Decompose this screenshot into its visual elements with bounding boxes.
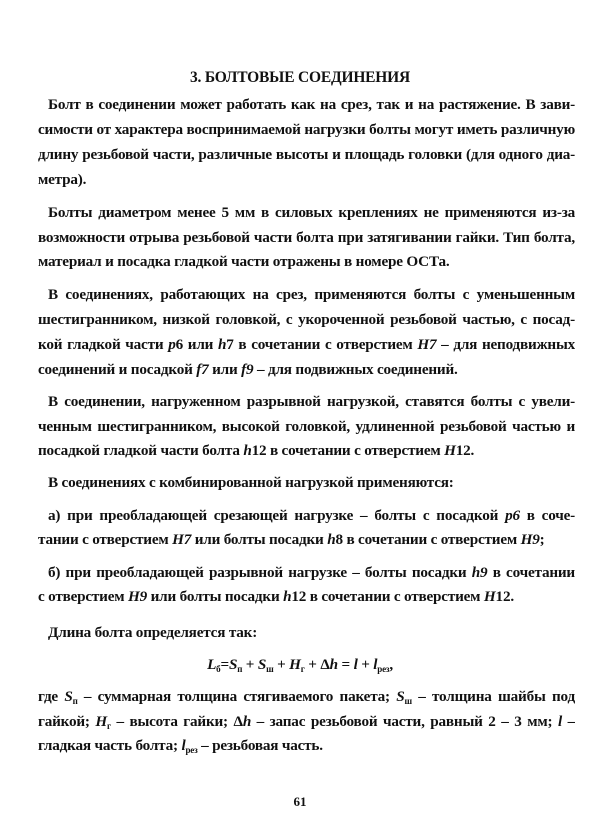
italic-symbol: H [95,713,108,730]
italic-symbol: h [218,336,227,353]
text-segment: + Δ [304,656,330,673]
italic-symbol: h9 [471,564,488,581]
text-segment: материал и посадка гладкой части отражены в номере ОСТа. [38,253,450,270]
text-segment: или [208,361,242,378]
text-line [48,623,575,643]
italic-symbol: l [373,656,378,673]
italic-symbol: p [168,336,176,353]
text-segment: + [242,656,258,673]
text-segment: Длина болта определяется так: [48,624,258,641]
text-segment: б) при преобладающей разрывной нагрузке – болты посадки [48,564,472,581]
text-segment: соединений и посадкой [38,361,197,378]
italic-symbol: h [327,531,336,548]
text-segment: – для неподвижных [436,336,575,353]
text-segment: кой гладкой части [38,336,169,353]
text-segment: где [38,688,65,705]
text-line [38,228,575,248]
text-segment: шестигранником, низкой головкой, с укороченной резьбовой частью, с посад- [38,311,575,328]
subscript: ш [266,664,274,674]
text-segment: – высота гайки; Δ [110,713,243,730]
text-segment: или болты посадки [147,588,284,605]
text-segment: + [357,656,374,673]
text-segment: 7 в сочетании с отверстием [226,336,418,353]
italic-symbol: H [483,588,496,605]
italic-symbol: S [228,656,238,673]
text-segment: возможности отрыва резьбовой части болта при затягивании гайки. Тип болта, [38,229,575,246]
italic-symbol: h [283,588,292,605]
text-segment: В соединениях, работающих на срез, применяются болты с уменьшенным [48,286,575,303]
subscript: г [107,721,111,731]
text-segment: – суммарная толщина стягиваемого пакета; [77,688,397,705]
text-segment: – толщина шайбы под [411,688,575,705]
italic-symbol: f7 [196,361,209,378]
text-segment: 12 в сочетании с отверстием [291,588,484,605]
text-segment: 6 или [175,336,218,353]
subscript: ш [404,696,412,706]
italic-symbol: l [557,713,563,730]
formula-line [0,655,600,675]
text-line [48,473,575,493]
text-segment: а) при преобладающей срезающей нагрузке – болты с посадкой [48,507,506,524]
text-segment: – для подвижных соединений. [253,361,458,378]
text-segment: – резьбовая часть. [197,737,323,754]
text-segment: посадкой гладкой части болта [38,442,244,459]
page-number: 61 [293,794,307,809]
text-segment: 12. [455,442,475,459]
text-line [48,95,575,115]
text-segment: ченным шестигранником, высокой головкой, удлиненной резьбовой частью и [38,418,575,435]
text-segment: В соединении, нагруженном разрывной нагрузкой, ставятся болты с увели- [48,393,575,410]
text-segment: гладкая часть болта; [38,737,182,754]
italic-symbol: f9 [241,361,254,378]
text-segment: – запас резьбовой части, равный 2 – 3 мм; [251,713,558,730]
text-line [48,285,575,305]
italic-symbol: h [243,442,252,459]
text-segment: в сочетании [487,564,575,581]
italic-symbol: l [353,656,358,673]
italic-symbol: h [242,713,252,730]
text-line [48,203,575,223]
text-segment: = [337,656,354,673]
text-segment: В соединениях с комбинированной нагрузкой применяются: [48,474,454,491]
text-line [38,441,575,461]
subscript: б [216,664,221,674]
subscript: п [72,696,78,706]
text-segment: или болты посадки [191,531,328,548]
text-segment: = [220,656,229,673]
italic-symbol: L [207,656,217,673]
italic-symbol: H9 [128,588,148,605]
text-line [38,335,575,355]
text-line [38,252,575,272]
text-line [48,563,575,583]
italic-symbol: S [64,688,73,705]
text-segment: 12 в сочетании с отверстием [251,442,445,459]
text-line [38,120,575,140]
text-segment: Болты диаметром менее 5 мм в силовых креплениях не применяются из-за [48,204,575,221]
text-line [38,145,575,165]
text-segment: 8 в сочетании с отверстием [335,531,521,548]
text-line [38,587,575,607]
text-segment: тании с отверстием [38,531,173,548]
text-segment: , [389,656,393,673]
text-segment: в соче- [519,507,575,524]
italic-symbol: p6 [505,507,520,524]
italic-symbol: H [289,656,301,673]
text-segment: длину резьбовой части, различные высоты и площадь головки (для одного диа- [38,146,575,163]
text-line [38,170,575,190]
section-title: 3. БОЛТОВЫЕ СОЕДИНЕНИЯ [189,69,411,86]
subscript: г [300,664,305,674]
text-line [38,530,575,550]
text-segment: Болт в соединении может работать как на срез, так и на растяжение. В зави- [48,96,575,113]
italic-symbol: S [257,656,267,673]
text-line [48,392,575,412]
text-line [38,712,575,732]
text-segment: 12. [495,588,514,605]
subscript: рез [377,664,390,674]
text-segment: симости от характера воспринимаемой нагрузки болты могут иметь различную [38,121,575,138]
text-segment: с отверстием [38,588,129,605]
subscript: п [237,664,243,674]
text-segment: + [273,656,290,673]
text-line [38,687,575,707]
text-segment: гайкой; [38,713,96,730]
italic-symbol: l [181,737,186,754]
italic-symbol: h [329,656,338,673]
italic-symbol: H9 [520,531,540,548]
italic-symbol: S [396,688,405,705]
italic-symbol: H [444,442,456,459]
subscript: рез [185,745,198,755]
text-segment: метра). [38,171,87,188]
text-segment: – [562,713,575,730]
text-segment: ; [539,531,545,548]
text-line [38,417,575,437]
text-line [48,506,575,526]
italic-symbol: H7 [417,336,437,353]
text-line [38,360,575,380]
text-line [38,310,575,330]
text-line [38,736,575,756]
italic-symbol: H7 [172,531,192,548]
